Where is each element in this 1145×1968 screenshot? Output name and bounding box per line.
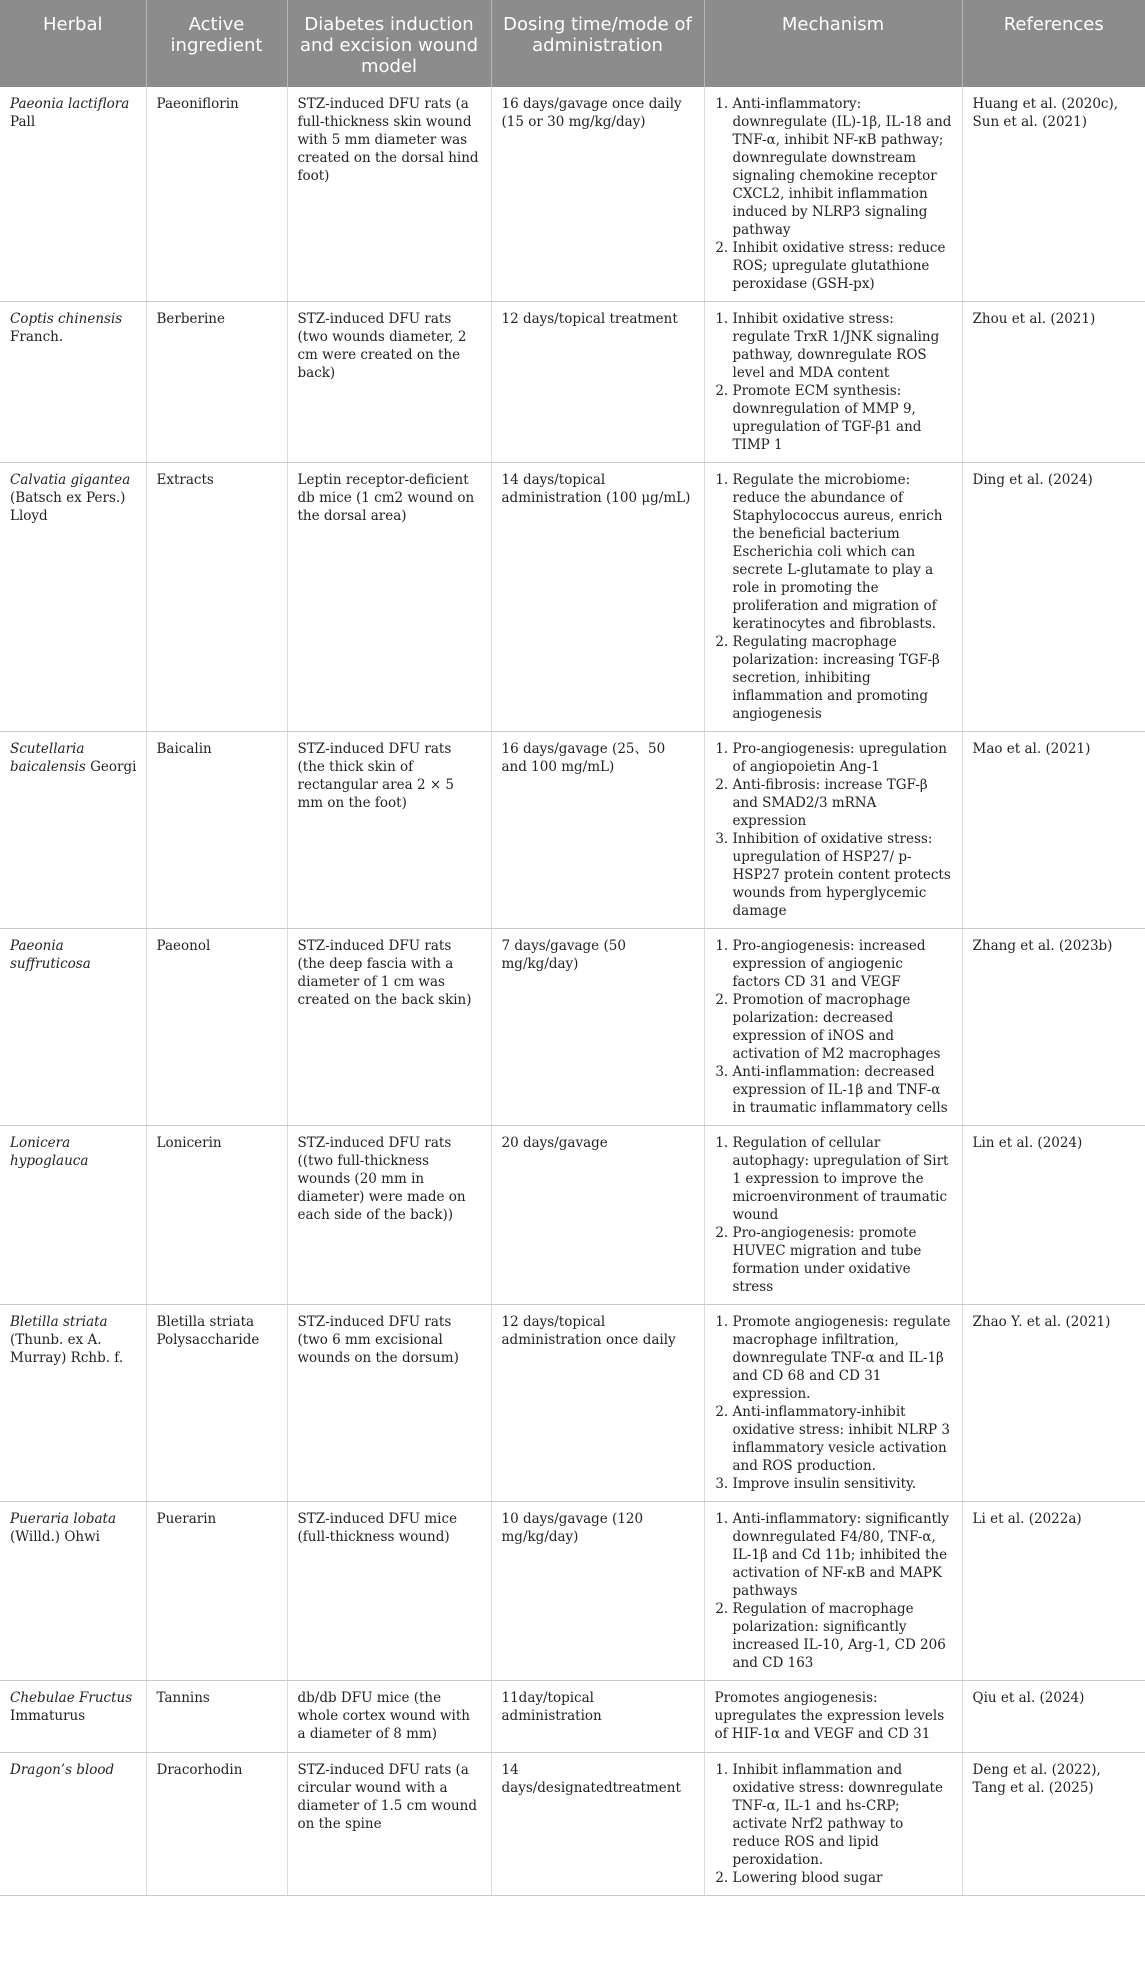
cell-dosing: 20 days/gavage (491, 1126, 704, 1305)
mechanism-item: 1. Regulation of cellular autophagy: upregulation of Sirt 1 expression to improve the microenvironment of traumatic wound (733, 1134, 953, 1224)
cell-model: STZ-induced DFU rats (the thick skin of rectangular area 2 × 5 mm on the foot) (287, 732, 491, 929)
cell-dosing: 14 days/topical administration (100 μg/mL) (491, 463, 704, 732)
cell-herbal (0, 1502, 146, 1681)
herb-latin-name: Calvatia gigantea (10, 472, 131, 488)
table-row (0, 732, 1145, 929)
herb-authority: Pall (10, 114, 36, 130)
cell-herbal (0, 302, 146, 463)
cell-active-ingredient: Berberine (146, 302, 287, 463)
table-row (0, 1681, 1145, 1753)
mechanism-list (715, 95, 953, 293)
cell-herbal (0, 929, 146, 1126)
mechanism-list (715, 310, 953, 454)
cell-herbal (0, 1305, 146, 1502)
cell-dosing: 16 days/gavage once daily (15 or 30 mg/kg/day) (491, 87, 704, 302)
cell-dosing: 12 days/topical treatment (491, 302, 704, 463)
herb-latin-name: Paeonia suffruticosa (10, 938, 91, 972)
mechanism-item: 2. Pro-angiogenesis: promote HUVEC migration and tube formation under oxidative stress (733, 1224, 953, 1296)
cell-model: STZ-induced DFU rats (two 6 mm excisional wounds on the dorsum) (287, 1305, 491, 1502)
table-row (0, 302, 1145, 463)
mechanism-item: 2. Regulating macrophage polarization: increasing TGF-β secretion, inhibiting inflammation and promoting angiogenesis (733, 633, 953, 723)
table-row (0, 1753, 1145, 1896)
cell-references: Lin et al. (2024) (962, 1126, 1145, 1305)
herb-latin-name: Paeonia lactiflora (10, 96, 130, 112)
mechanism-list (715, 1510, 953, 1672)
cell-active-ingredient: Tannins (146, 1681, 287, 1753)
header-herbal: Herbal (0, 0, 146, 87)
cell-herbal (0, 87, 146, 302)
cell-herbal (0, 1753, 146, 1896)
header-references: References (962, 0, 1145, 87)
cell-dosing: 12 days/topical administration once daily (491, 1305, 704, 1502)
mechanism-item: 3. Inhibition of oxidative stress: upregulation of HSP27/ p-HSP27 protein content protects wounds from hyperglycemic damage (733, 830, 953, 920)
herb-latin-name: Pueraria lobata (10, 1511, 116, 1527)
mechanism-item: 1. Regulate the microbiome: reduce the abundance of Staphylococcus aureus, enrich the beneficial bacterium Escherichia coli which can secrete L-glutamate to play a role in promoting the proliferation and migration of keratinocytes and fibroblasts. (733, 471, 953, 633)
cell-references: Zhang et al. (2023b) (962, 929, 1145, 1126)
cell-mechanism (704, 929, 962, 1126)
cell-mechanism (704, 1753, 962, 1896)
cell-references: Mao et al. (2021) (962, 732, 1145, 929)
table-body (0, 87, 1145, 1896)
cell-references: Ding et al. (2024) (962, 463, 1145, 732)
cell-references: Li et al. (2022a) (962, 1502, 1145, 1681)
table-row (0, 1126, 1145, 1305)
mechanism-item: 1. Inhibit inflammation and oxidative stress: downregulate TNF-α, IL-1 and hs-CRP; activate Nrf2 pathway to reduce ROS and lipid peroxidation. (733, 1761, 953, 1869)
cell-mechanism (704, 463, 962, 732)
cell-model: STZ-induced DFU mice (full-thickness wound) (287, 1502, 491, 1681)
cell-mechanism (704, 1681, 962, 1753)
table-row (0, 463, 1145, 732)
cell-model: STZ-induced DFU rats (a full-thickness skin wound with 5 mm diameter was created on the dorsal hind foot) (287, 87, 491, 302)
cell-active-ingredient: Bletilla striata Polysaccharide (146, 1305, 287, 1502)
mechanism-item: 3. Anti-inflammation: decreased expression of IL-1β and TNF-α in traumatic inflammatory cells (733, 1063, 953, 1117)
cell-herbal (0, 463, 146, 732)
mechanism-item: 2. Regulation of macrophage polarization: significantly increased IL-10, Arg-1, CD 206 and CD 163 (733, 1600, 953, 1672)
cell-dosing: 16 days/gavage (25、50 and 100 mg/mL) (491, 732, 704, 929)
cell-model: Leptin receptor-deficient db mice (1 cm2 wound on the dorsal area) (287, 463, 491, 732)
header-model: Diabetes induction and excision wound model (287, 0, 491, 87)
cell-mechanism (704, 732, 962, 929)
cell-references: Deng et al. (2022), Tang et al. (2025) (962, 1753, 1145, 1896)
header-mechanism: Mechanism (704, 0, 962, 87)
herb-latin-name: Lonicera hypoglauca (10, 1135, 89, 1169)
mechanism-item: 1. Pro-angiogenesis: increased expression of angiogenic factors CD 31 and VEGF (733, 937, 953, 991)
mechanism-item: 2. Inhibit oxidative stress: reduce ROS; upregulate glutathione peroxidase (GSH-px) (733, 239, 953, 293)
mechanism-text: Promotes angiogenesis: upregulates the expression levels of HIF-1α and VEGF and CD 31 (714, 1690, 945, 1742)
header-dosing: Dosing time/mode of administration (491, 0, 704, 87)
cell-model: STZ-induced DFU rats ((two full-thickness wounds (20 mm in diameter) were made on each side of the back)) (287, 1126, 491, 1305)
table-header (0, 0, 1145, 87)
cell-active-ingredient: Extracts (146, 463, 287, 732)
mechanism-item: 2. Promote ECM synthesis: downregulation of MMP 9, upregulation of TGF-β1 and TIMP 1 (733, 382, 953, 454)
mechanism-item: 2. Promotion of macrophage polarization: decreased expression of iNOS and activation of M2 macrophages (733, 991, 953, 1063)
header-active-ingredient: Active ingredient (146, 0, 287, 87)
cell-active-ingredient: Dracorhodin (146, 1753, 287, 1896)
mechanism-list (715, 740, 953, 920)
cell-model: STZ-induced DFU rats (two wounds diameter, 2 cm were created on the back) (287, 302, 491, 463)
cell-mechanism (704, 1126, 962, 1305)
table-row (0, 929, 1145, 1126)
mechanism-list (715, 1134, 953, 1296)
cell-mechanism (704, 1502, 962, 1681)
herb-latin-name: Chebulae Fructus (10, 1690, 133, 1706)
cell-active-ingredient: Paeoniflorin (146, 87, 287, 302)
herb-authority: Immaturus (10, 1708, 86, 1724)
mechanism-item: 1. Anti-inflammatory: significantly downregulated F4/80, TNF-α, IL-1β and Cd 11b; inhibited the activation of NF-κB and MAPK pathways (733, 1510, 953, 1600)
cell-dosing: 7 days/gavage (50 mg/kg/day) (491, 929, 704, 1126)
herb-authority: Franch. (10, 329, 64, 345)
cell-dosing: 10 days/gavage (120 mg/kg/day) (491, 1502, 704, 1681)
mechanism-item: 1. Promote angiogenesis: regulate macrophage infiltration, downregulate TNF-α and IL-1β and CD 68 and CD 31 expression. (733, 1313, 953, 1403)
cell-active-ingredient: Baicalin (146, 732, 287, 929)
cell-references: Qiu et al. (2024) (962, 1681, 1145, 1753)
herb-latin-name: Coptis chinensis (10, 311, 123, 327)
cell-model: STZ-induced DFU rats (a circular wound with a diameter of 1.5 cm wound on the spine (287, 1753, 491, 1896)
mechanism-list (715, 471, 953, 723)
mechanism-list (715, 1313, 953, 1493)
table-row (0, 1305, 1145, 1502)
table-row (0, 1502, 1145, 1681)
herb-authority: Georgi (85, 759, 137, 775)
herb-latin-name: Bletilla striata (10, 1314, 108, 1330)
cell-references: Zhao Y. et al. (2021) (962, 1305, 1145, 1502)
herb-authority: (Thunb. ex A. Murray) Rchb. f. (10, 1332, 124, 1366)
mechanism-item: 1. Inhibit oxidative stress: regulate TrxR 1/JNK signaling pathway, downregulate ROS level and MDA content (733, 310, 953, 382)
herb-latin-name: Dragon’s blood (10, 1762, 115, 1778)
mechanism-item: 1. Anti-inflammatory: downregulate (IL)-1β, IL-18 and TNF-α, inhibit NF-κB pathway; downregulate downstream signaling chemokine receptor CXCL2, inhibit inflammation induced by NLRP3 signaling pathway (733, 95, 953, 239)
cell-herbal (0, 1126, 146, 1305)
cell-herbal (0, 1681, 146, 1753)
cell-model: STZ-induced DFU rats (the deep fascia with a diameter of 1 cm was created on the back skin) (287, 929, 491, 1126)
cell-references: Huang et al. (2020c), Sun et al. (2021) (962, 87, 1145, 302)
cell-mechanism (704, 302, 962, 463)
cell-dosing: 11day/topical administration (491, 1681, 704, 1753)
herb-authority: (Willd.) Ohwi (10, 1529, 100, 1545)
mechanism-item: 2. Lowering blood sugar (733, 1869, 953, 1887)
mechanism-item: 2. Anti-fibrosis: increase TGF-β and SMAD2/3 mRNA expression (733, 776, 953, 830)
mechanism-item: 2. Anti-inflammatory-inhibit oxidative stress: inhibit NLRP 3 inflammatory vesicle activation and ROS production. (733, 1403, 953, 1475)
cell-dosing: 14 days/designatedtreatment (491, 1753, 704, 1896)
cell-active-ingredient: Puerarin (146, 1502, 287, 1681)
mechanism-list (715, 1761, 953, 1887)
cell-references: Zhou et al. (2021) (962, 302, 1145, 463)
herb-latin-name: Scutellaria baicalensis (10, 741, 86, 775)
mechanism-item: 3. Improve insulin sensitivity. (733, 1475, 953, 1493)
mechanism-list (715, 937, 953, 1117)
table-row (0, 87, 1145, 302)
mechanism-item: 1. Pro-angiogenesis: upregulation of angiopoietin Ang-1 (733, 740, 953, 776)
cell-active-ingredient: Lonicerin (146, 1126, 287, 1305)
herb-authority: (Batsch ex Pers.) Lloyd (10, 490, 126, 524)
cell-herbal (0, 732, 146, 929)
cell-model: db/db DFU mice (the whole cortex wound with a diameter of 8 mm) (287, 1681, 491, 1753)
cell-mechanism (704, 1305, 962, 1502)
cell-active-ingredient: Paeonol (146, 929, 287, 1126)
cell-mechanism (704, 87, 962, 302)
